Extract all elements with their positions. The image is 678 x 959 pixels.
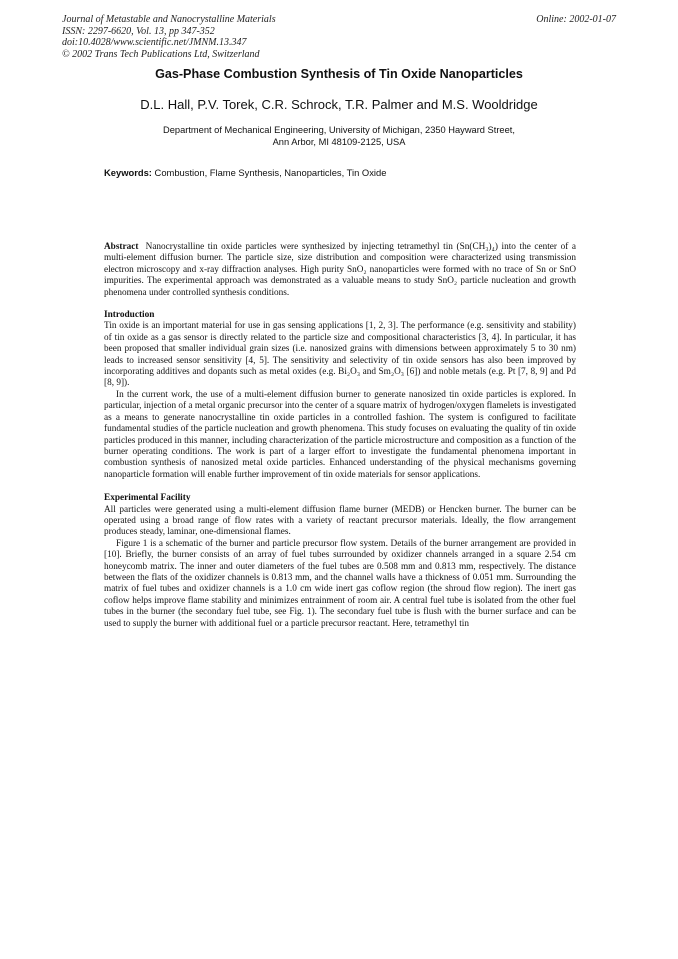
journal-name: Journal of Metastable and Nanocrystalline Materials (62, 14, 276, 25)
experimental-paragraph-2: Figure 1 is a schematic of the burner and particle precursor flow system. Details of the burner arrangement are provided in [10]. Briefly, the burner consists of an array of fuel tubes surrounded by oxidizer channels arranged in a square 2.54 cm honeycomb matrix. The inner and outer diameters of the fuel tubes are 0.508 mm and 0.813 mm, respectively. The distance between the flats of the oxidizer channels is 0.813 mm, and the channel walls have a thickness of 0.051 mm. Surrounding the matrix of fuel tubes and oxidizer channels is a 1.0 cm wide inert gas coflow region (the shroud flow region). The inert gas coflow helps improve flame stability and minimizes entrainment of room air. A central fuel tube is isolated from the other fuel tubes in the burner (the secondary fuel tube, see Fig. 1). The secondary fuel tube is flush with the burner surface and can be used to supply the burner with additional fuel or a particle precursor reactant. Here, tetramethyl tin (104, 538, 576, 629)
experimental-heading: Experimental Facility (104, 493, 191, 504)
paper-body (104, 242, 576, 630)
introduction-paragraph-2: In the current work, the use of a multi-element diffusion burner to generate nanosized tin oxide particles is explored. In particular, injection of a metal organic precursor into the center of a square matrix of hydrogen/oxygen flamelets is investigated as a means to generate nanocrystalline tin oxide particles in a controlled fashion. The system is configured to facilitate fundamental studies of the particle nucleation and growth phenomena. This study focuses on evaluating the quality of tin oxide particles produced in this manner, including characterization of the particle microstructure and composition as a function of the burner operating conditions. The work is part of a larger effort to investigate the fundamental phenomena important in combustion synthesis of nanosized metal oxide particles. Enhanced understanding of the physical mechanisms governing nanoparticle formation will enable further improvement of tin oxide materials for sensor applications. (104, 389, 576, 480)
affiliation (0, 124, 678, 148)
abstract-label: Abstract (104, 242, 139, 252)
paper-authors: D.L. Hall, P.V. Torek, C.R. Schrock, T.R. Palmer and M.S. Wooldridge (140, 97, 538, 112)
abstract-text: Nanocrystalline tin oxide particles were synthesized by injecting tetramethyl tin (Sn(CH₃)₄) into the center of a multi-element diffusion burner. The particle size, size distribution and composition were characterized using transmission electron microscopy and x-ray diffraction analyses. High purity SnO₂ nanoparticles were formed with no trace of Sn or SnO impurities. The experimental approach was demonstrated as a valuable means to study SnO₂ particle nucleation and growth phenomena under controlled synthesis conditions. (104, 242, 577, 298)
keywords-label: Keywords: (104, 167, 152, 178)
online-date: Online: 2002-01-07 (536, 14, 616, 25)
journal-doi: doi:10.4028/www.scientific.net/JMNM.13.347 (62, 37, 247, 49)
journal-issn: ISSN: 2297-6620, Vol. 13, pp 347-352 (62, 25, 215, 37)
introduction-paragraph-1: Tin oxide is an important material for use in gas sensing applications [1, 2, 3]. The performance (e.g. sensitivity and stability) of tin oxide as a gas sensor is directly related to the particle size and compositional characteristics [3, 4]. In particular, it has been proposed that smaller individual grain sizes (i.e. nanosized grains with dimensions between approximately 5 to 30 nm) leads to increased sensor sensitivity [4, 5]. The sensitivity and selectivity of tin oxide sensors has also been improved by incorporating additives and dopants such as metal oxides (e.g. Bi₂O₃ and Sm₂O₃ [6]) and noble metals (e.g. Pt [7, 8, 9] and Pd [8, 9]). (104, 321, 576, 389)
experimental-paragraph-1: All particles were generated using a multi-element diffusion flame burner (MEDB) or Hencken burner. The burner can be operated using a broad range of flow rates with a variety of reactant precursor materials. Ideally, the flow arrangement produces steady, laminar, one-dimensional flames. (104, 504, 576, 538)
affiliation-line-1: Department of Mechanical Engineering, University of Michigan, 2350 Hayward Street, (163, 125, 515, 135)
abstract (104, 242, 576, 299)
introduction-heading: Introduction (104, 310, 155, 321)
journal-copyright: © 2002 Trans Tech Publications Ltd, Switzerland (62, 48, 260, 60)
journal-info (62, 14, 276, 60)
keywords (104, 167, 386, 178)
paper-title: Gas-Phase Combustion Synthesis of Tin Oxide Nanoparticles (155, 67, 523, 81)
affiliation-line-2: Ann Arbor, MI 48109-2125, USA (272, 137, 406, 147)
keywords-text: Combustion, Flame Synthesis, Nanoparticles, Tin Oxide (154, 167, 387, 178)
